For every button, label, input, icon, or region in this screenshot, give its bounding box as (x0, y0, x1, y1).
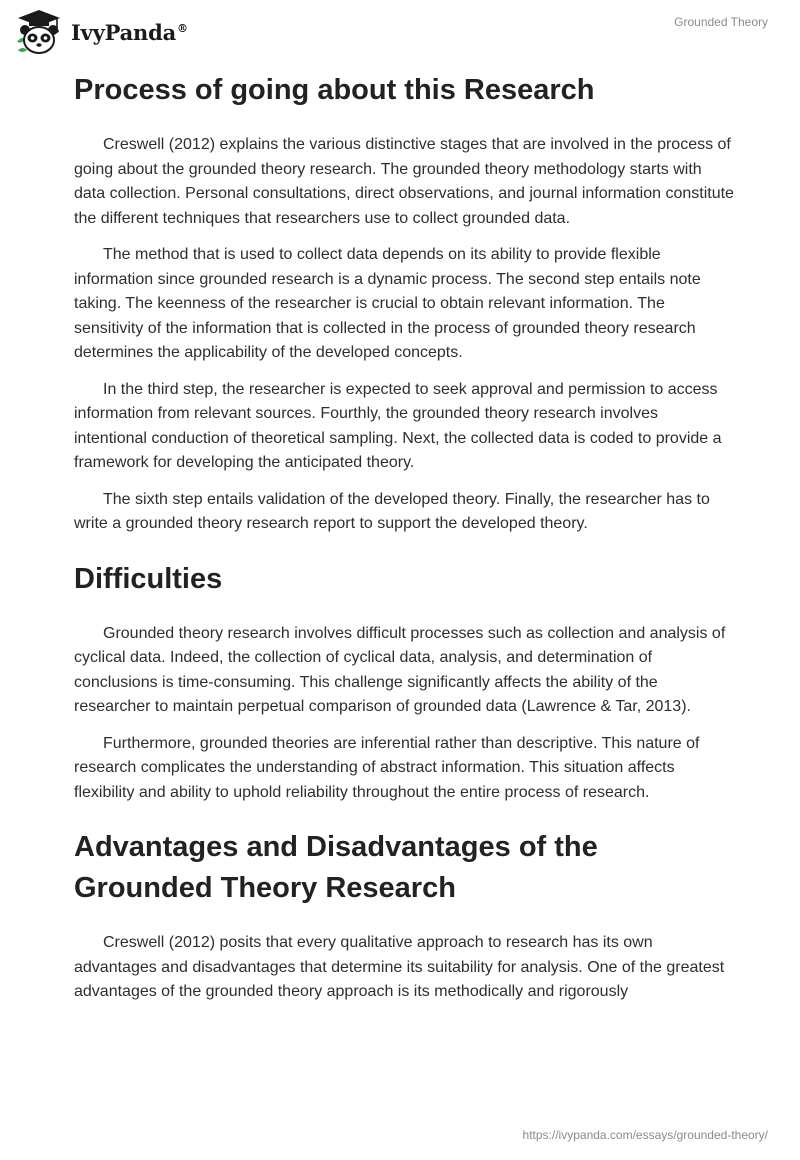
registered-mark: ® (177, 21, 188, 35)
panda-graduate-icon (14, 8, 64, 56)
section-heading: Process of going about this Research (74, 74, 595, 106)
paragraph: The method that is used to collect data depends on its ability to provide flexible information since grounded research is a dynamic process. The second step entails note taking. The keenness of the researcher is crucial to obtain relevant information. The sensitivity of the information that is collected in the process of grounded theory research determines the applicability of the developed concepts. (74, 246, 701, 361)
section-process (74, 70, 734, 537)
paragraph: Grounded theory research involves difficult processes such as collection and analysis of cyclical data. Indeed, the collection of cyclical data, analysis, and determination of conclusions is time-consuming. This challenge significantly affects the ability of the researcher to maintain perpetual comparison of grounded data (Lawrence & Tar, 2013). (74, 624, 726, 715)
section-heading: Difficulties (74, 562, 223, 595)
paragraph: Creswell (2012) posits that every qualitative approach to research has its own advantages and disadvantages that determine its suitability for analysis. One of the greatest advantages of the grounded theory approach is its methodically and rigorously (74, 934, 725, 1000)
article-body (74, 70, 734, 1017)
brand-name: IvyPanda® (71, 19, 188, 45)
section-advantages (74, 827, 734, 1005)
source-url[interactable]: https://ivypanda.com/essays/grounded-theory/ (522, 1128, 768, 1142)
paragraph: Creswell (2012) explains the various distinctive stages that are involved in the process of going about the grounded theory research. The grounded theory methodology starts with data collection. Personal consultations, direct observations, and journal information constitute the different techniques that researchers use to collect grounded data. (74, 136, 734, 227)
brand-logo[interactable] (14, 8, 188, 56)
running-title: Grounded Theory (674, 15, 768, 29)
page-header (0, 0, 800, 60)
paragraph: The sixth step entails validation of the developed theory. Finally, the researcher has to write a grounded theory research report to support the developed theory. (74, 490, 710, 532)
paragraph: In the third step, the researcher is expected to seek approval and permission to access information from relevant sources. Fourthly, the grounded theory research involves intentional conduction of theoretical sampling. Next, the collected data is coded to provide a framework for developing the anticipated theory. (74, 380, 722, 471)
paragraph: Furthermore, grounded theories are inferential rather than descriptive. This nature of research complicates the understanding of abstract information. This situation affects flexibility and ability to uphold reliability throughout the entire process of research. (74, 734, 700, 801)
section-heading: Advantages and Disadvantages of the Grounded Theory Research (74, 831, 598, 904)
section-difficulties (74, 559, 734, 806)
